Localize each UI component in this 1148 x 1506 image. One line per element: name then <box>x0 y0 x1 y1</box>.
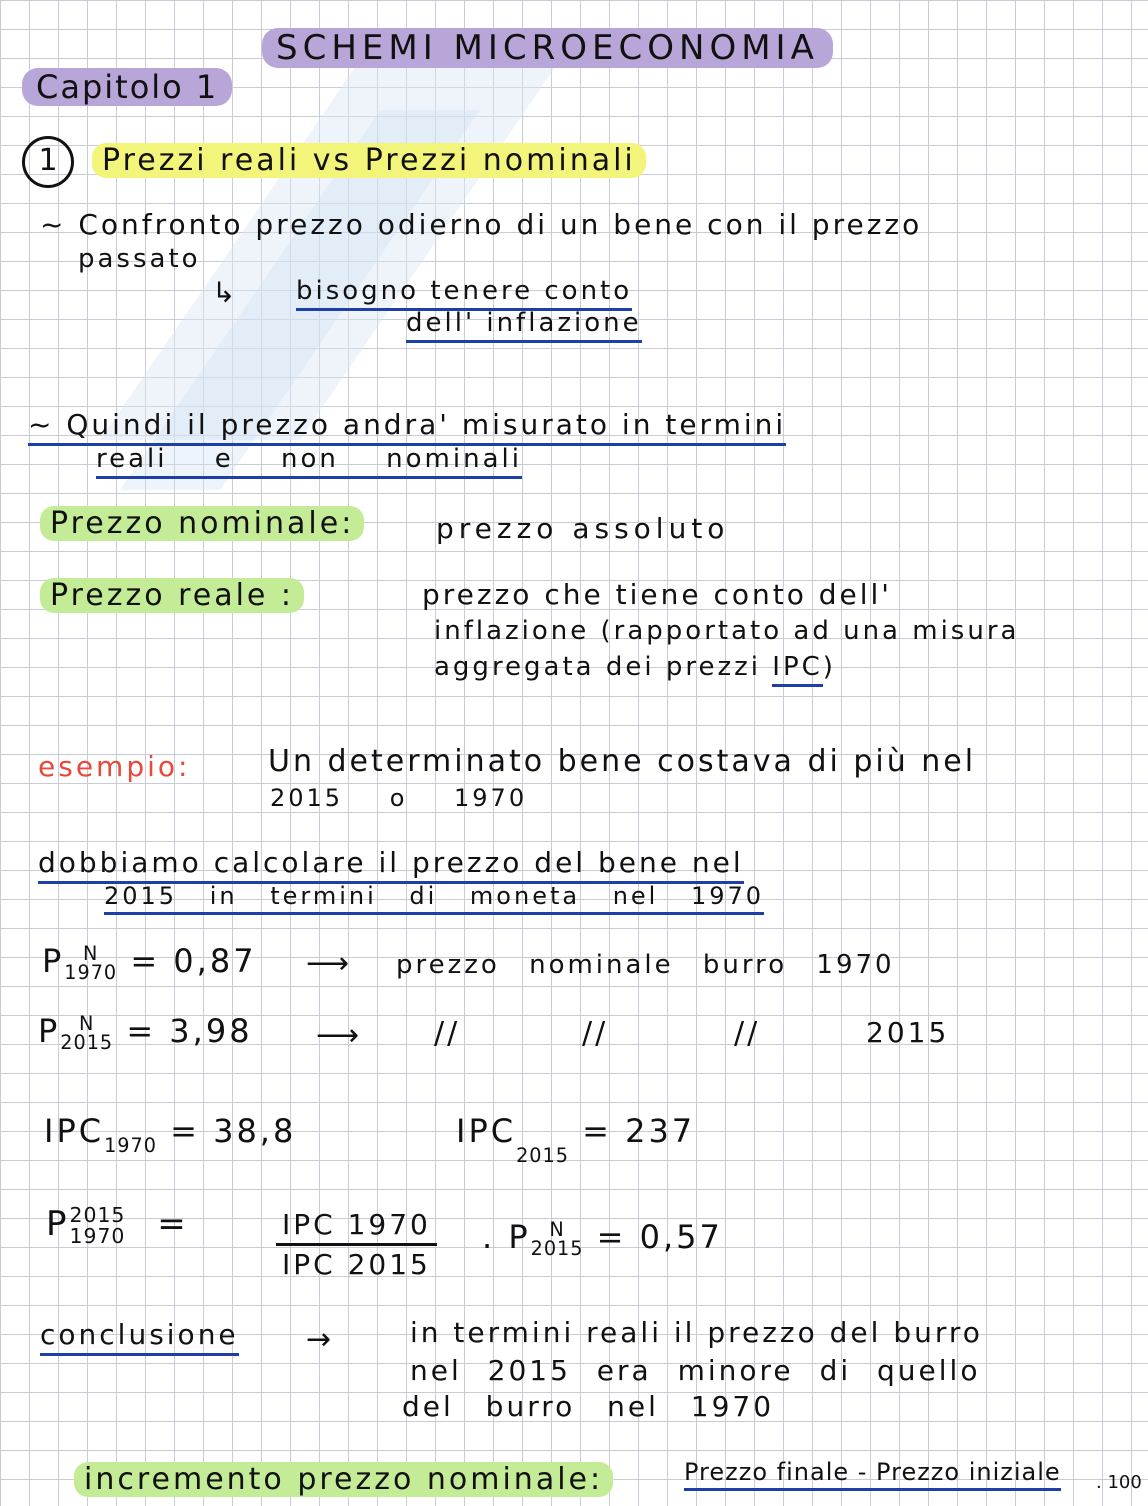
inflazione-line: dell' inflazione <box>406 308 642 343</box>
ipc-abbrev: IPC <box>772 652 823 687</box>
fraction-numerator: IPC 1970 <box>276 1208 437 1246</box>
ipc-fraction <box>276 1208 437 1281</box>
confronto-line-1: ~ Confronto prezzo odierno di un bene con il prezzo <box>40 208 923 241</box>
confronto-line-2: passato <box>78 244 201 274</box>
dobbiamo-line-1: dobbiamo calcolare il prezzo del bene nel <box>38 846 744 884</box>
increment-times: . 100 <box>1096 1472 1142 1493</box>
ditto-mark: // <box>582 1016 609 1051</box>
reale-definition-2: inflazione (rapportato ad una misura <box>434 616 1020 646</box>
chapter-heading: Capitolo 1 <box>22 68 232 106</box>
page-title: SCHEMI MICROECONOMIA <box>262 28 833 68</box>
conclusion-text-1: in termini reali il prezzo del burro <box>410 1316 983 1349</box>
fraction-denominator: IPC 2015 <box>282 1248 431 1281</box>
example-text-1: Un determinato bene costava di più nel <box>268 744 977 779</box>
reale-term: Prezzo reale : <box>40 578 304 613</box>
preal-result: . P N 2015 = 0,57 <box>482 1217 723 1260</box>
p2015-formula: P N 2015 = 3,98 <box>38 1011 253 1054</box>
arrow-icon: ⟶ <box>316 1018 360 1053</box>
reale-definition-3c: ) <box>822 652 836 682</box>
quindi-line-2: reali e non nominali <box>96 444 522 479</box>
section-heading <box>22 136 646 188</box>
ipc1970-formula: $IPC_{1970} = 38,8$ <box>44 1112 297 1157</box>
example-label: esempio: <box>38 750 191 783</box>
reale-definition-3 <box>434 652 836 682</box>
p1970-formula: P N 1970 = 0,87 <box>42 941 257 984</box>
p2015-year: 2015 <box>866 1016 950 1049</box>
nominale-definition: prezzo assoluto <box>436 512 730 545</box>
arrow-icon: ↳ <box>212 276 236 309</box>
ditto-mark: // <box>734 1016 761 1051</box>
arrow-icon: → <box>306 1322 332 1357</box>
ditto-mark: // <box>434 1016 461 1051</box>
conclusion-label: conclusione <box>40 1318 239 1356</box>
section-title: Prezzi reali vs Prezzi nominali <box>92 143 646 178</box>
p1970-description: prezzo nominale burro 1970 <box>396 950 895 980</box>
reale-definition-1: prezzo che tiene conto dell' <box>422 578 892 611</box>
example-text-2: 2015 o 1970 <box>270 784 528 812</box>
ipc2015-formula: $IPC_{2015} = 237$ <box>456 1112 696 1167</box>
arrow-icon: ⟶ <box>306 946 350 981</box>
increment-formula: Prezzo finale - Prezzo iniziale <box>684 1458 1061 1491</box>
nominale-term: Prezzo nominale: <box>40 506 364 541</box>
section-number: 1 <box>22 136 74 188</box>
dobbiamo-line-2: 2015 in termini di moneta nel 1970 <box>104 882 764 915</box>
reale-definition-3a: aggregata dei prezzi <box>434 652 773 682</box>
preal-formula: P 2015 1970 = <box>46 1203 189 1248</box>
quindi-line-1: ~ Quindi il prezzo andra' misurato in termini <box>28 408 786 446</box>
conclusion-text-3: del burro nel 1970 <box>402 1390 775 1423</box>
increment-label: incremento prezzo nominale: <box>74 1462 613 1497</box>
bisogno-line: bisogno tenere conto <box>296 276 632 311</box>
conclusion-text-2: nel 2015 era minore di quello <box>410 1354 981 1387</box>
